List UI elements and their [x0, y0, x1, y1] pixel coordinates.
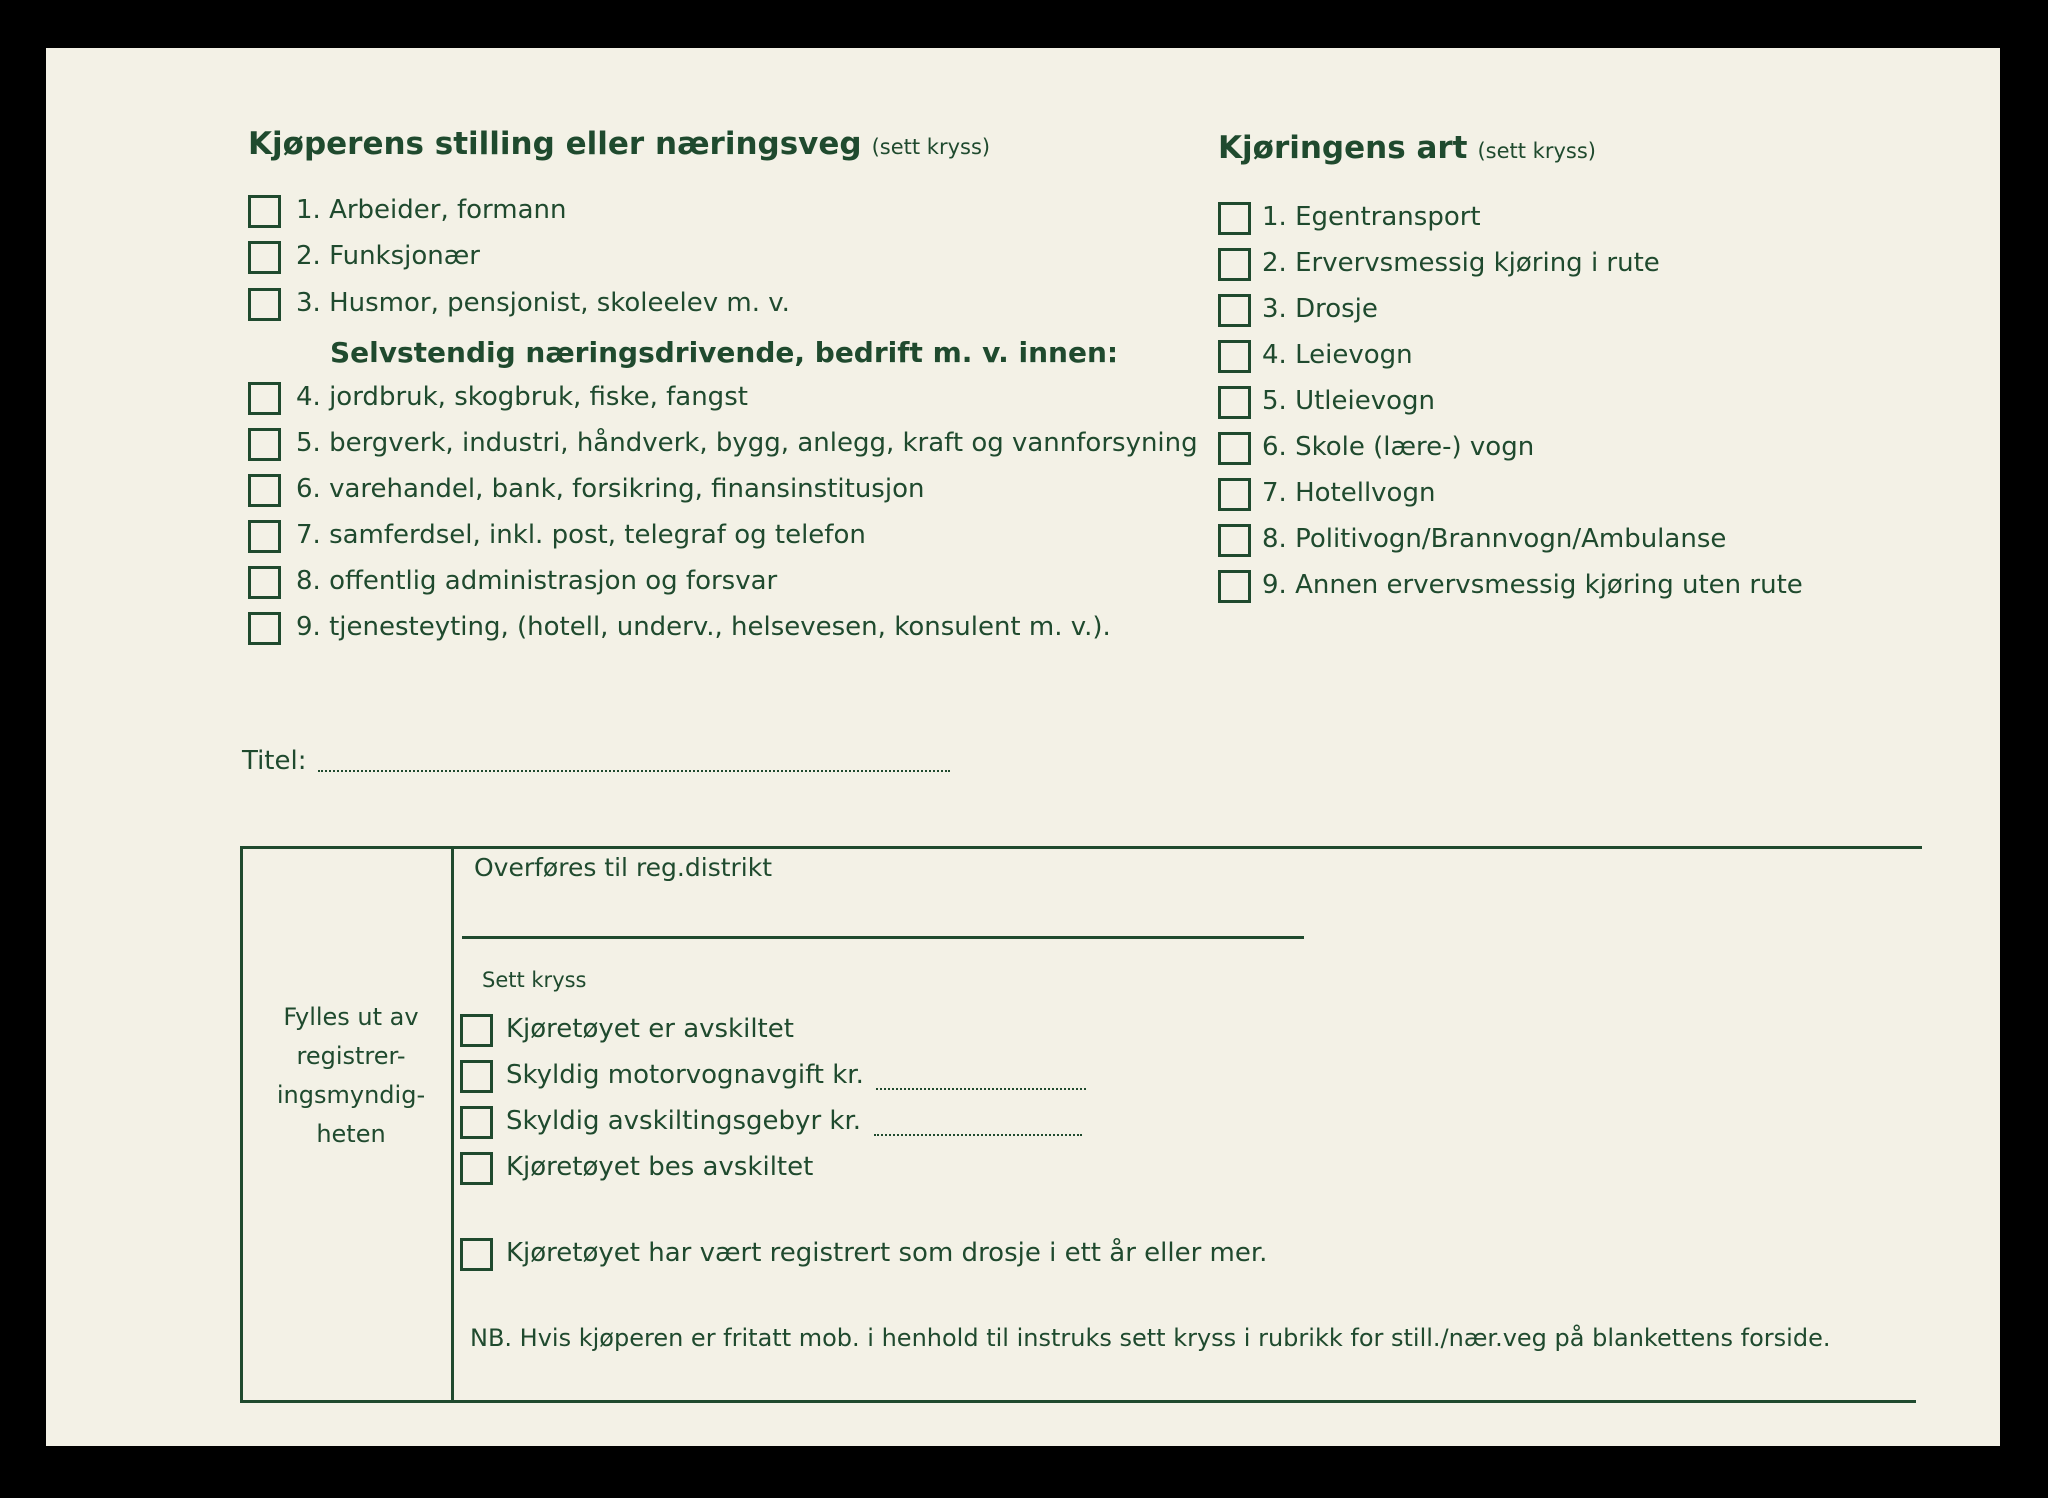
form-sheet — [46, 48, 2000, 1446]
occupation-label-8: 8. offentlig administrasjon og forsvar — [296, 566, 778, 596]
vehicle-tax-label: Skyldig motorvognavgift kr. — [506, 1060, 864, 1090]
vehicle-tax-checkbox[interactable] — [460, 1060, 493, 1093]
driving-label-9: 9. Annen ervervsmessig kjøring uten rute — [1262, 570, 1803, 600]
driving-label-3: 3. Drosje — [1262, 294, 1378, 324]
deregistered-checkbox[interactable] — [460, 1014, 493, 1047]
buyer-occupation-note: (sett kryss) — [871, 135, 991, 159]
driving-label-2: 2. Ervervsmessig kjøring i rute — [1262, 248, 1660, 278]
deregistered-label: Kjøretøyet er avskiltet — [506, 1014, 794, 1044]
occupation-checkbox-6[interactable] — [248, 474, 281, 507]
buyer-occupation-heading — [248, 126, 990, 162]
titel-field[interactable] — [318, 770, 950, 772]
occupation-label-3: 3. Husmor, pensjonist, skoleelev m. v. — [296, 288, 790, 318]
registry-left-rule — [240, 846, 243, 1403]
occupation-label-2: 2. Funksjonær — [296, 241, 480, 271]
occupation-checkbox-7[interactable] — [248, 520, 281, 553]
driving-checkbox-9[interactable] — [1218, 570, 1251, 603]
occupation-checkbox-3[interactable] — [248, 288, 281, 321]
driving-label-1: 1. Egentransport — [1262, 202, 1481, 232]
registry-side-label: Fylles ut av registrer-ingsmyndig-heten — [276, 1003, 426, 1148]
nb-note: NB. Hvis kjøperen er fritatt mob. i henhold til instruks sett kryss i rubrikk for still./nær.veg på blankettens forside. — [470, 1324, 1831, 1352]
driving-checkbox-1[interactable] — [1218, 202, 1251, 235]
request-deregister-label: Kjøretøyet bes avskiltet — [506, 1152, 814, 1182]
occupation-checkbox-2[interactable] — [248, 241, 281, 274]
registry-bottom-rule — [240, 1400, 1916, 1403]
occupation-label-5: 5. bergverk, industri, håndverk, bygg, anlegg, kraft og vannforsyning — [296, 428, 1198, 458]
occupation-label-7: 7. samferdsel, inkl. post, telegraf og telefon — [296, 520, 866, 550]
driving-label-7: 7. Hotellvogn — [1262, 478, 1436, 508]
driving-type-heading — [1218, 130, 1596, 166]
self-employed-subheading: Selvstendig næringsdrivende, bedrift m. v. innen: — [330, 336, 1119, 369]
driving-checkbox-5[interactable] — [1218, 386, 1251, 419]
registry-divider — [451, 846, 454, 1403]
transfer-district-field[interactable] — [462, 936, 1304, 939]
driving-checkbox-2[interactable] — [1218, 248, 1251, 281]
registry-top-rule — [240, 846, 1922, 849]
plate-fee-label: Skyldig avskiltingsgebyr kr. — [506, 1106, 862, 1136]
request-deregister-checkbox[interactable] — [460, 1152, 493, 1185]
occupation-checkbox-8[interactable] — [248, 566, 281, 599]
transfer-district-label: Overføres til reg.distrikt — [474, 853, 773, 882]
driving-label-4: 4. Leievogn — [1262, 340, 1413, 370]
plate-fee-amount-field[interactable] — [874, 1134, 1082, 1136]
occupation-checkbox-9[interactable] — [248, 612, 281, 645]
taxi-year-label: Kjøretøyet har vært registrert som drosje i ett år eller mer. — [506, 1238, 1268, 1268]
driving-checkbox-7[interactable] — [1218, 478, 1251, 511]
driving-checkbox-8[interactable] — [1218, 524, 1251, 557]
occupation-label-6: 6. varehandel, bank, forsikring, finansinstitusjon — [296, 474, 925, 504]
sett-kryss-label: Sett kryss — [482, 968, 587, 992]
vehicle-tax-amount-field[interactable] — [876, 1088, 1086, 1090]
occupation-checkbox-5[interactable] — [248, 428, 281, 461]
driving-label-8: 8. Politivogn/Brannvogn/Ambulanse — [1262, 524, 1727, 554]
driving-checkbox-4[interactable] — [1218, 340, 1251, 373]
driving-type-note: (sett kryss) — [1477, 139, 1596, 163]
driving-checkbox-6[interactable] — [1218, 432, 1251, 465]
driving-checkbox-3[interactable] — [1218, 294, 1251, 327]
taxi-year-checkbox[interactable] — [460, 1238, 493, 1271]
occupation-label-1: 1. Arbeider, formann — [296, 195, 567, 225]
driving-label-6: 6. Skole (lære-) vogn — [1262, 432, 1535, 462]
occupation-label-9: 9. tjenesteyting, (hotell, underv., helsevesen, konsulent m. v.). — [296, 612, 1111, 642]
driving-type-title: Kjøringens art — [1218, 130, 1468, 166]
titel-label: Titel: — [242, 746, 307, 776]
occupation-checkbox-1[interactable] — [248, 195, 281, 228]
occupation-checkbox-4[interactable] — [248, 382, 281, 415]
plate-fee-checkbox[interactable] — [460, 1106, 493, 1139]
occupation-label-4: 4. jordbruk, skogbruk, fiske, fangst — [296, 382, 748, 412]
driving-label-5: 5. Utleievogn — [1262, 386, 1436, 416]
buyer-occupation-title: Kjøperens stilling eller næringsveg — [248, 126, 862, 162]
